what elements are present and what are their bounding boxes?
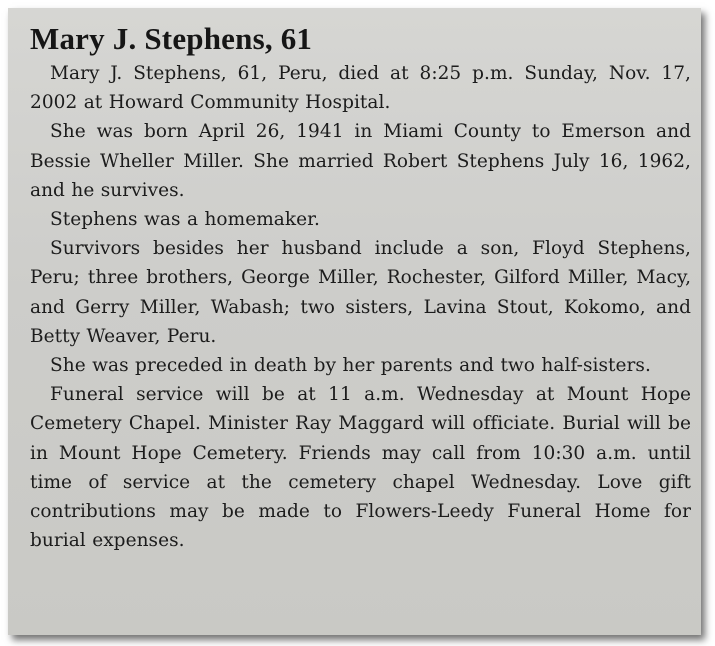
paragraph-death-notice: Mary J. Stephens, 61, Peru, died at 8:25 p.m. Sunday, Nov. 17, 2002 at Howard Community Hospital. <box>30 63 691 114</box>
paragraph-services: Funeral service will be at 11 a.m. Wednesday at Mount Hope Cemetery Chapel. Minister Ray Maggard will officiate. Burial will be in Mount Hope Cemetery. Friends may call from 10:30 a.m. until time of service at the cemetery chapel Wednesday. Love gift contributions may be made to Flowers-Leedy Funeral Home for burial expenses. <box>30 384 691 552</box>
paragraph-occupation: Stephens was a homemaker. <box>50 209 320 231</box>
newspaper-clipping <box>8 8 701 635</box>
paragraph-preceded: She was preceded in death by her parents and two half-sisters. <box>50 355 651 377</box>
obituary-body <box>30 59 691 555</box>
paragraph-survivors: Survivors besides her husband include a son, Floyd Stephens, Peru; three brothers, George Miller, Rochester, Gilford Miller, Macy, and Gerry Miller, Wabash; two sisters, Lavina Stout, Kokomo, and Betty Weaver, Peru. <box>30 238 691 347</box>
obituary-headline: Mary J. Stephens, 61 <box>30 21 313 56</box>
paragraph-birth-marriage: She was born April 26, 1941 in Miami County to Emerson and Bessie Wheller Miller. She married Robert Stephens July 16, 1962, and he survives. <box>30 121 691 201</box>
clipping-photo <box>8 8 701 635</box>
